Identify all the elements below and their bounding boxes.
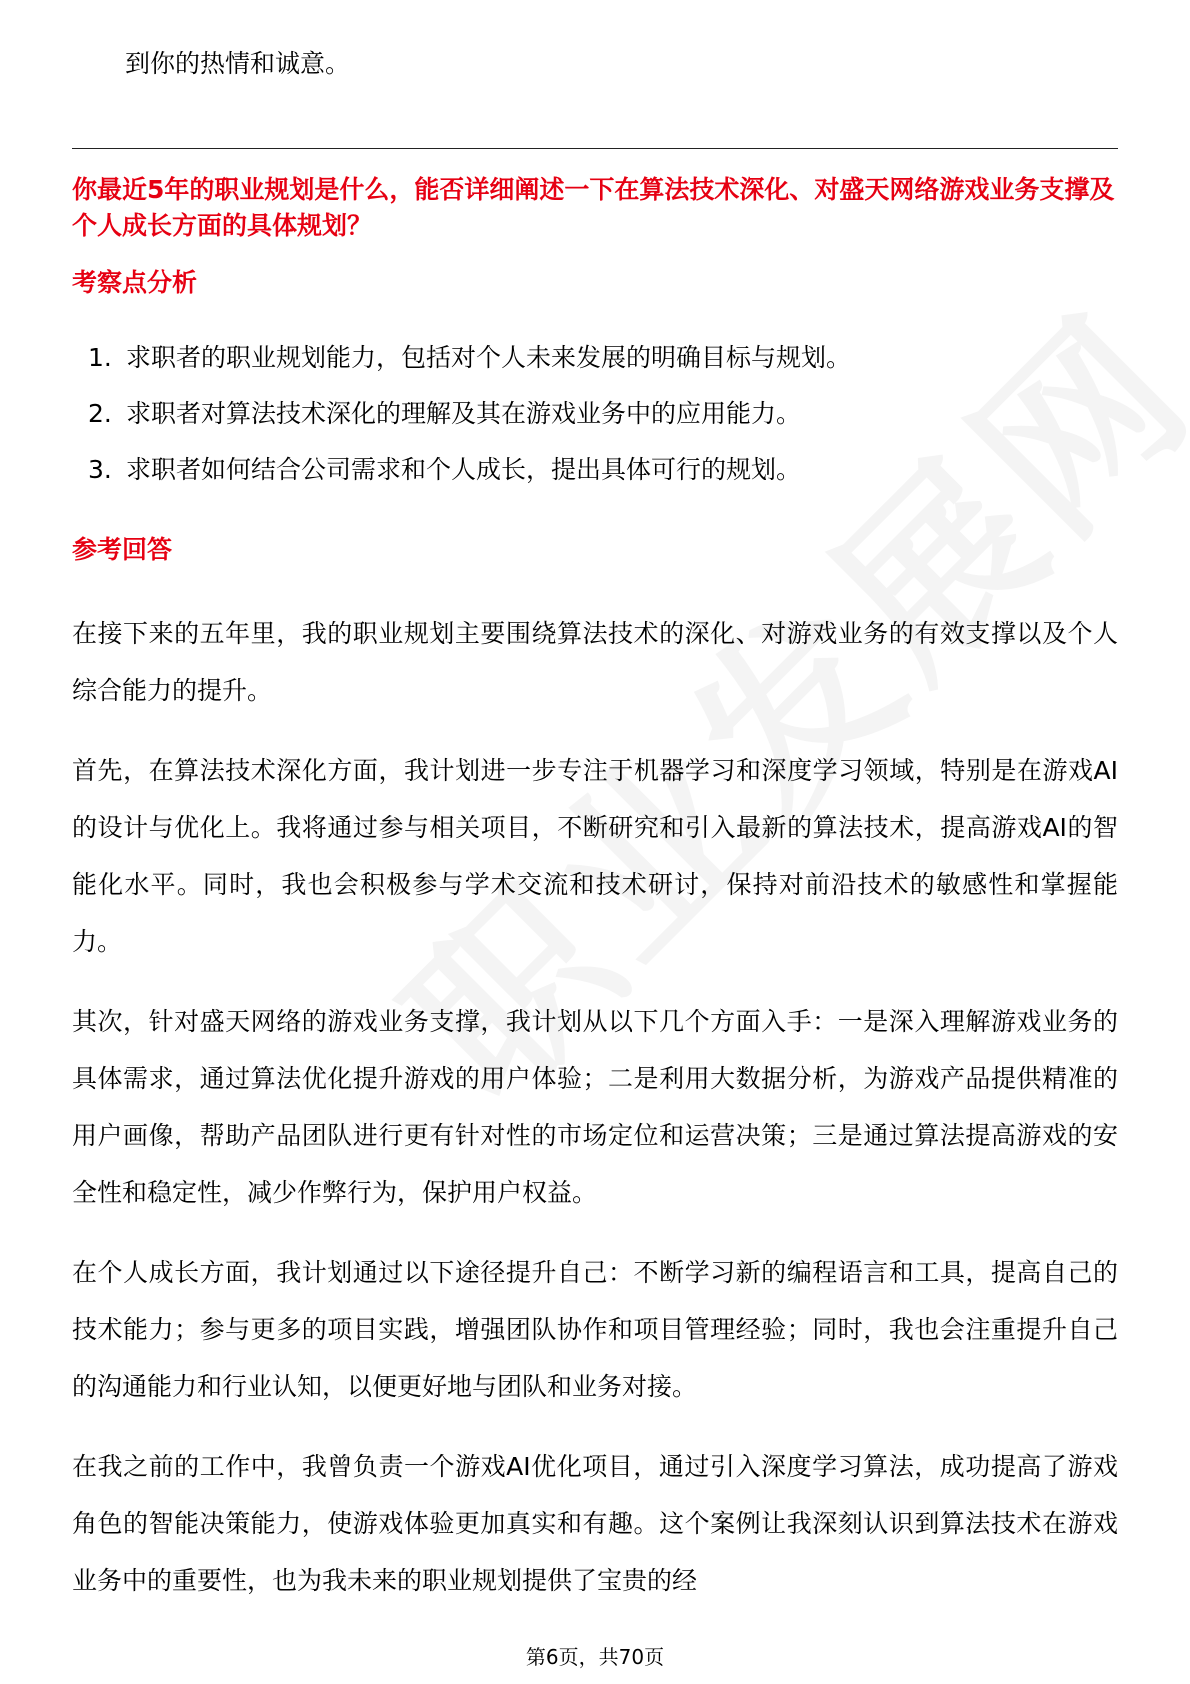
analysis-item <box>88 452 851 488</box>
reference-answer-heading: 参考回答 <box>72 535 173 564</box>
interview-question: 你最近5年的职业规划是什么，能否详细阐述一下在算法技术深化、对盛天网络游戏业务支撑及个人成长方面的具体规划？ <box>72 175 1115 240</box>
analysis-item <box>88 340 851 376</box>
section-divider <box>72 148 1118 149</box>
analysis-item-number: 2. <box>88 399 112 428</box>
analysis-item <box>88 396 851 432</box>
analysis-item-text: 求职者如何结合公司需求和个人成长，提出具体可行的规划。 <box>126 455 802 484</box>
analysis-item-number: 1. <box>88 343 112 372</box>
answer-paragraph: 首先，在算法技术深化方面，我计划进一步专注于机器学习和深度学习领域，特别是在游戏AI的设计与优化上。我将通过参与相关项目，不断研究和引入最新的算法技术，提高游戏AI的智能化水平。同时，我也会积极参与学术交流和技术研讨，保持对前沿技术的敏感性和掌握能力。 <box>72 756 1118 956</box>
page-number: 第6页，共70页 <box>525 1645 665 1669</box>
analysis-heading: 考察点分析 <box>72 268 198 297</box>
answer-paragraph: 其次，针对盛天网络的游戏业务支撑，我计划从以下几个方面入手：一是深入理解游戏业务的具体需求，通过算法优化提升游戏的用户体验；二是利用大数据分析，为游戏产品提供精准的用户画像，帮助产品团队进行更有针对性的市场定位和运营决策；三是通过算法提高游戏的安全性和稳定性，减少作弊行为，保护用户权益。 <box>72 1007 1118 1207</box>
analysis-list <box>88 340 851 508</box>
answer-paragraph: 在个人成长方面，我计划通过以下途径提升自己：不断学习新的编程语言和工具，提高自己的技术能力；参与更多的项目实践，增强团队协作和项目管理经验；同时，我也会注重提升自己的沟通能力和行业认知，以便更好地与团队和业务对接。 <box>72 1258 1118 1401</box>
answer-paragraph: 在接下来的五年里，我的职业规划主要围绕算法技术的深化、对游戏业务的有效支撑以及个人综合能力的提升。 <box>72 619 1118 705</box>
analysis-item-text: 求职者的职业规划能力，包括对个人未来发展的明确目标与规划。 <box>126 343 852 372</box>
answer-paragraph: 在我之前的工作中，我曾负责一个游戏AI优化项目，通过引入深度学习算法，成功提高了游戏角色的智能决策能力，使游戏体验更加真实和有趣。这个案例让我深刻认识到算法技术在游戏业务中的重要性，也为我未来的职业规划提供了宝贵的经 <box>72 1452 1118 1595</box>
analysis-item-number: 3. <box>88 455 112 484</box>
analysis-item-text: 求职者对算法技术深化的理解及其在游戏业务中的应用能力。 <box>126 399 802 428</box>
previous-answer-ending: 到你的热情和诚意。 <box>125 49 351 78</box>
